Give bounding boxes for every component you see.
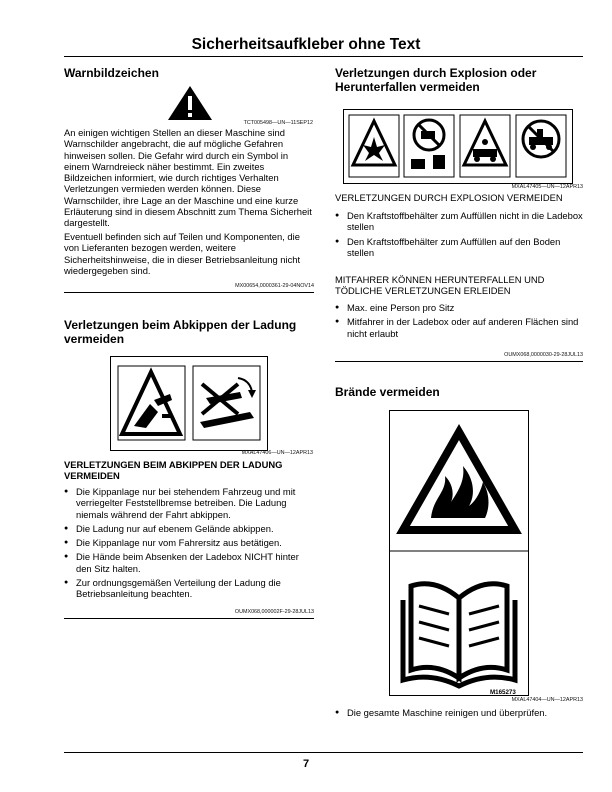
- list-item: ● Die Ladung nur auf ebenem Gelände abkippen.: [64, 523, 314, 534]
- list-item: ● Die Kippanlage nur vom Fahrersitz aus betätigen.: [64, 537, 314, 548]
- kippen-bullet-list: [64, 486, 314, 603]
- explosion-bullet-list: [335, 210, 583, 261]
- separator: [335, 361, 583, 362]
- kippen-doc-code: OUMX068,000002F-29-28JUL13: [234, 609, 314, 615]
- fall-label: MITFAHRER KÖNNEN HERUNTERFALLEN UND TÖDLICHE VERLETZUNGEN ERLEIDEN: [335, 274, 545, 296]
- explosion-image-code: MXAL47405—UN—12APR13: [511, 184, 583, 190]
- separator: [64, 292, 314, 293]
- decal-number: M165273: [490, 689, 516, 696]
- braende-heading: Brände vermeiden: [335, 385, 440, 399]
- warnbild-paragraph-2: Eventuell befinden sich auf Teilen und Komponenten, die von Lieferanten bezogen werden, weitere Sicherheitshinweise, die in dieser Betriebsanleitung nicht wiedergegeben sind.: [64, 231, 301, 276]
- kippen-heading: Verletzungen beim Abkippen der Ladung vermeiden: [64, 318, 297, 346]
- explosion-fall-decal: [343, 109, 573, 184]
- list-item: ● Mitfahrer in der Ladebox oder auf anderen Flächen sind nicht erlaubt: [335, 316, 583, 339]
- list-item: ● Den Kraftstoffbehälter zum Auffüllen nicht in die Ladebox stellen: [335, 210, 583, 233]
- kippen-image-code: MXAL47406—UN—12APR13: [241, 450, 313, 456]
- fire-hazard-decal: [389, 410, 529, 696]
- list-item: ● Zur ordnungsgemäßen Verteilung der Ladung die Betriebsanleitung beachten.: [64, 577, 314, 600]
- explosion-doc-code: OUMX068,0000030-29-28JUL13: [504, 352, 583, 358]
- list-item: ● Die gesamte Maschine reinigen und überprüfen.: [335, 707, 583, 718]
- bottom-rule: [64, 752, 583, 753]
- list-item: ● Max. eine Person pro Sitz: [335, 302, 583, 313]
- page-title: Sicherheitsaufkleber ohne Text: [191, 36, 421, 53]
- explosion-heading: Verletzungen durch Explosion oder Herunterfallen vermeiden: [335, 66, 537, 94]
- braende-image-code: MXAL47404—UN—12APR13: [511, 697, 583, 703]
- fall-bullet-list: [335, 302, 583, 342]
- braende-bullet-list: [335, 707, 583, 721]
- list-item: ● Die Hände beim Absenken der Ladebox NICHT hinter den Sitz halten.: [64, 551, 314, 574]
- separator: [64, 618, 314, 619]
- warnbild-paragraph-1: An einigen wichtigen Stellen an dieser Maschine sind Warnschilder angebracht, die auf mögliche Gefahren hinweisen sollen. Die Gefahr wird durch ein Symbol in einem Warndreieck näher bestimmt. Ein zweites Bildzeichen informiert, wie durch richtiges Verhalten Verletzungen vermieden werden können. Diese Warnschilder, ihre Lage an der Maschine und eine kurze Erläuterung sind in diesem Abschnitt zum Thema Sicherheit dargestellt.: [64, 127, 312, 229]
- warnbild-heading: Warnbildzeichen: [64, 66, 159, 80]
- explosion-label: VERLETZUNGEN DURCH EXPLOSION VERMEIDEN: [335, 192, 563, 203]
- top-rule: [64, 56, 583, 57]
- page-number: 7: [302, 758, 310, 770]
- tipping-hazard-decal: [110, 356, 268, 451]
- warnbild-doc-code: MX00654,0000361-29-04NOV14: [235, 283, 314, 289]
- list-item: ● Den Kraftstoffbehälter zum Auffüllen auf den Boden stellen: [335, 236, 583, 259]
- warnbild-image-code: TCT005498—UN—11SEP12: [243, 120, 313, 126]
- warning-triangle-icon: [166, 84, 214, 122]
- kippen-subheading: VERLETZUNGEN BEIM ABKIPPEN DER LADUNG VERMEIDEN: [64, 459, 283, 481]
- list-item: ● Die Kippanlage nur bei stehendem Fahrzeug und mit verriegelter Feststellbremse betreiben. Die Ladung niemals während der Fahrt abkippen.: [64, 486, 314, 520]
